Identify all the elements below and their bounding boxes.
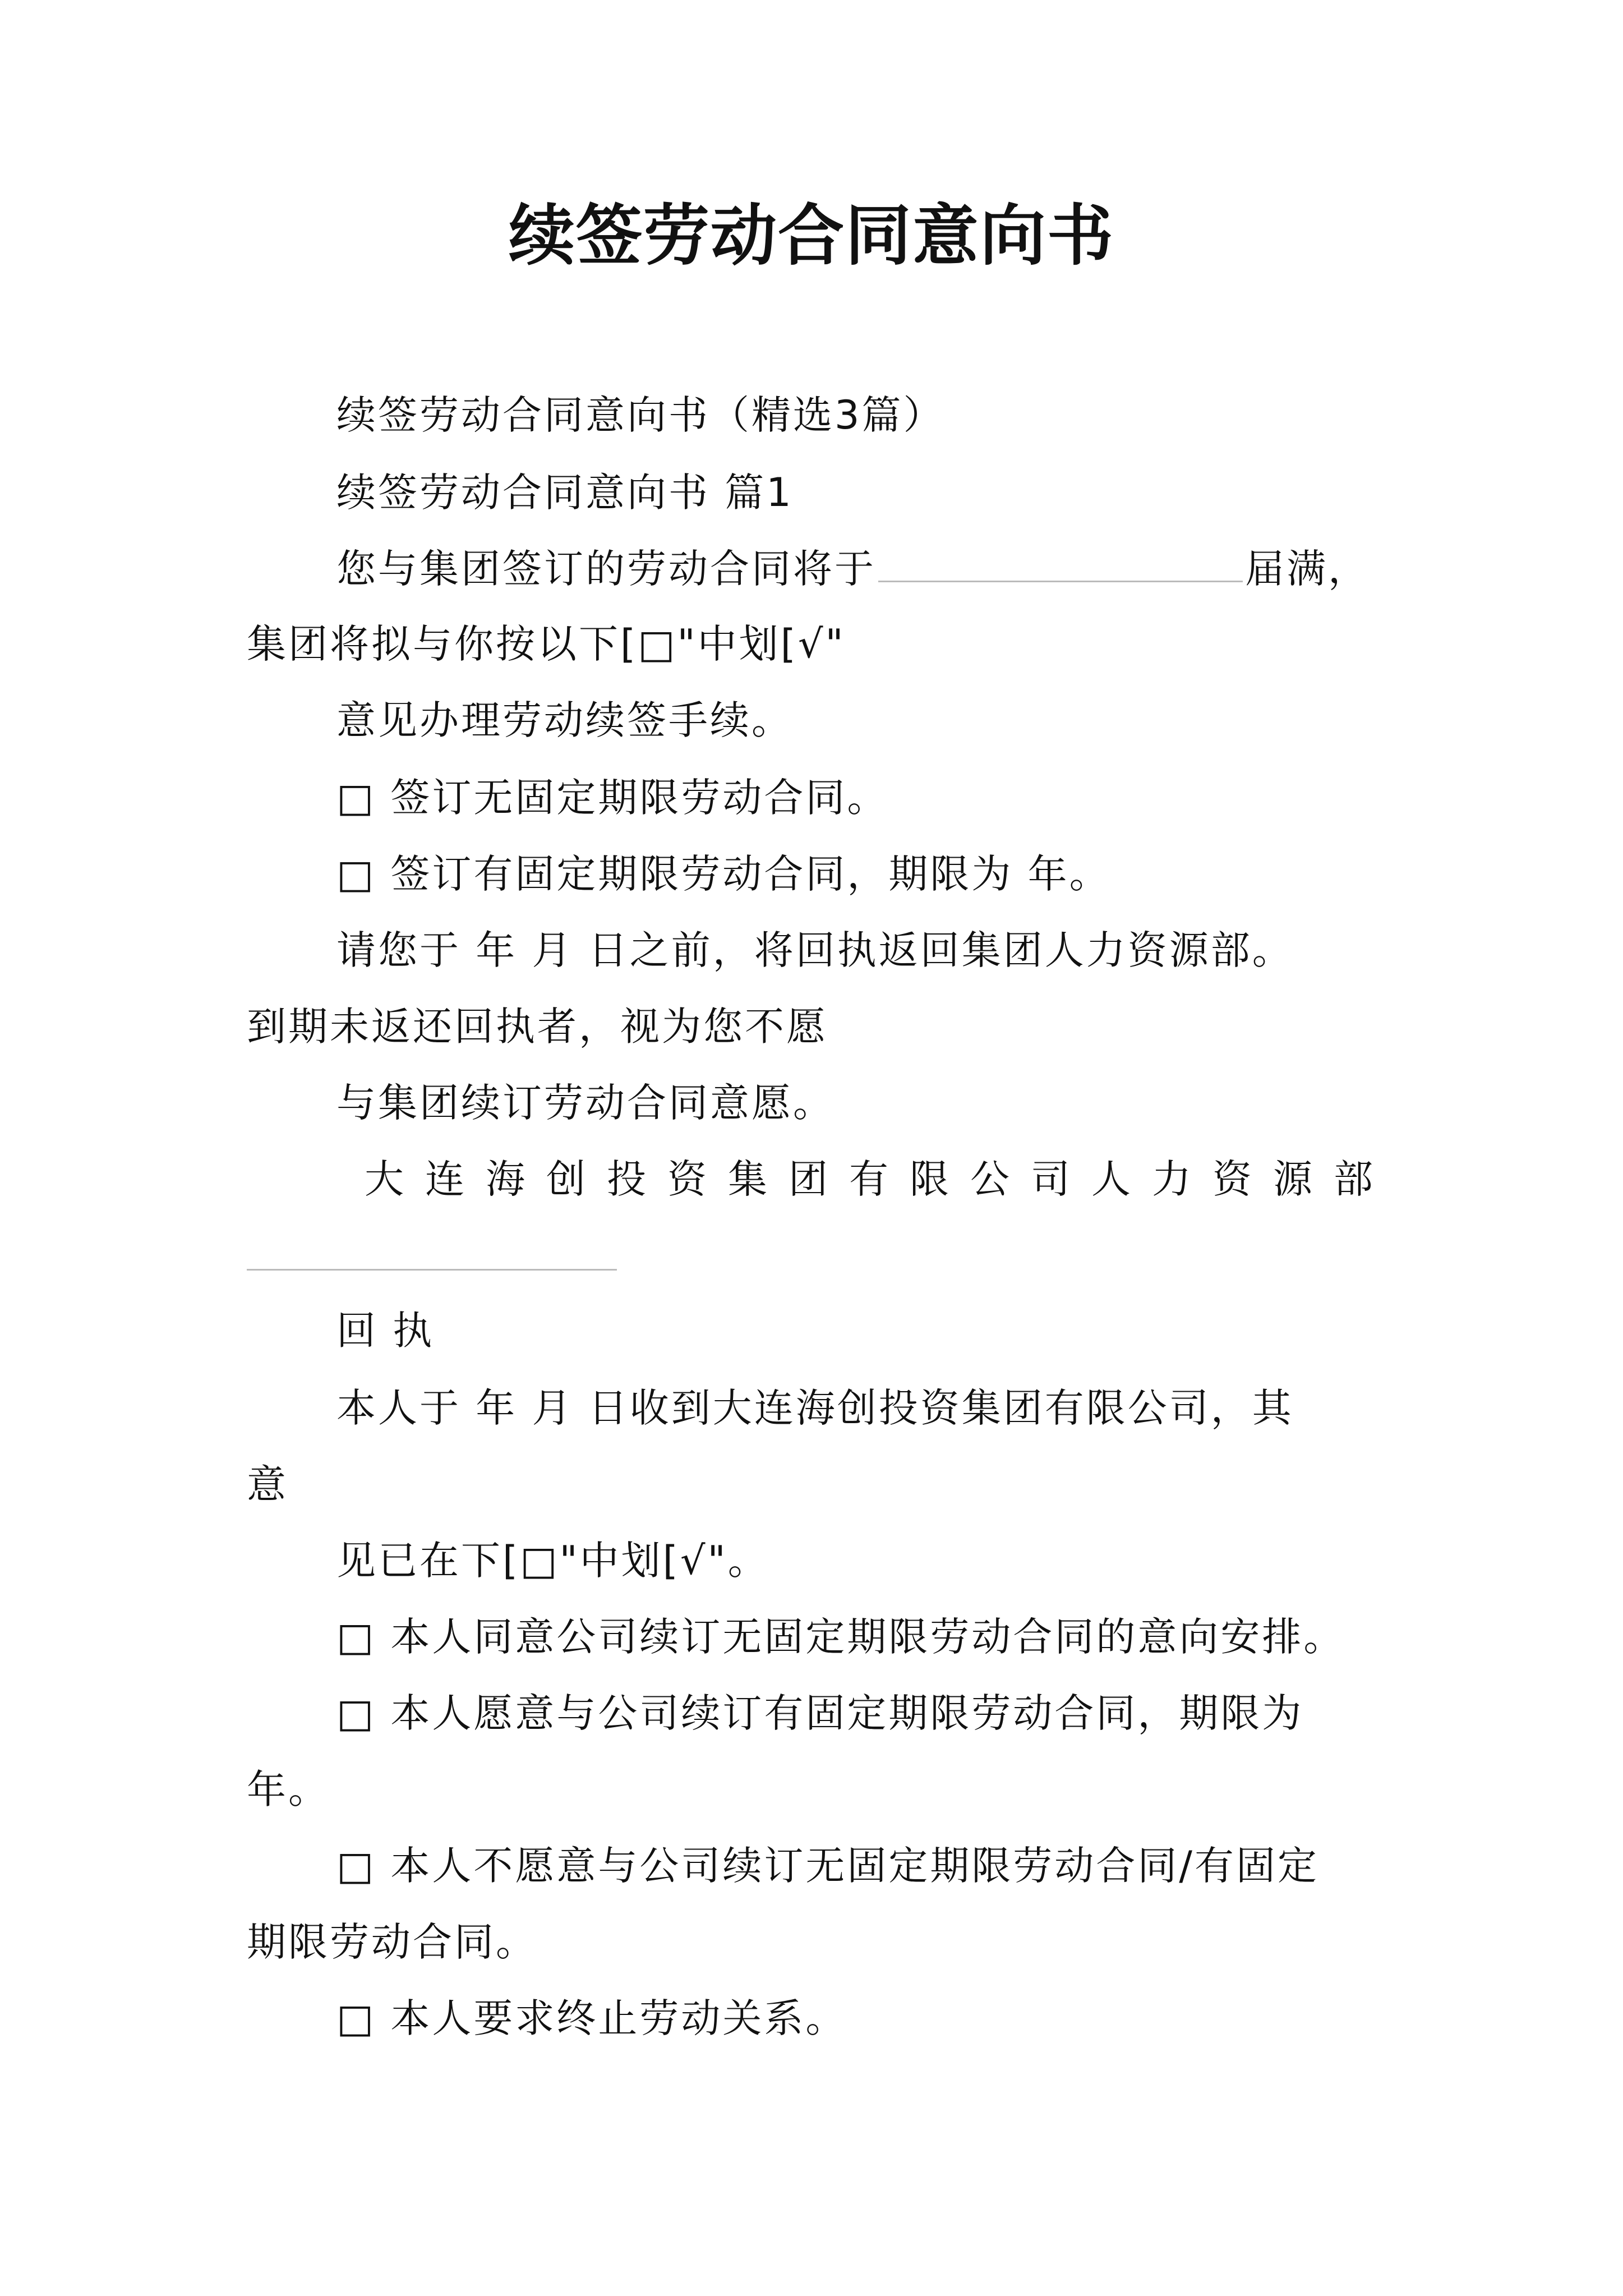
date-blank-field[interactable] bbox=[878, 578, 1243, 582]
checkbox-option[interactable]: □ 本人同意公司续订无固定期限劳动合同的意向安排。 bbox=[336, 1614, 1345, 1660]
paragraph-text: 届满， bbox=[1245, 546, 1370, 592]
receipt-heading: 回 执 bbox=[336, 1308, 435, 1354]
checkbox-option[interactable]: □ 本人不愿意与公司续订无固定期限劳动合同/有固定 bbox=[336, 1843, 1319, 1889]
checkbox-option[interactable]: □ 签订无固定期限劳动合同。 bbox=[336, 775, 889, 821]
paragraph-line: 期限劳动合同。 bbox=[247, 1919, 537, 1965]
paragraph-line: 集团将拟与你按以下[□"中划[√" bbox=[247, 621, 846, 667]
subtitle: 续签劳动合同意向书（精选3篇） bbox=[336, 392, 945, 438]
signature-line: 大连海创投资集团有限公司人力资源部 bbox=[365, 1156, 1394, 1202]
paragraph-line: 请您于 年 月 日之前，将回执返回集团人力资源部。 bbox=[336, 927, 1294, 973]
paragraph-line: 本人于 年 月 日收到大连海创投资集团有限公司，其 bbox=[336, 1385, 1294, 1431]
paragraph-line: 意 bbox=[247, 1461, 288, 1507]
paragraph-line: 见已在下[□"中划[√"。 bbox=[336, 1538, 769, 1584]
paragraph-line bbox=[336, 541, 1370, 597]
section-heading: 续签劳动合同意向书 篇1 bbox=[336, 470, 794, 516]
checkbox-option[interactable]: □ 本人要求终止劳动关系。 bbox=[336, 1995, 847, 2041]
paragraph-text: 您与集团签订的劳动合同将于 bbox=[336, 546, 876, 592]
paragraph-line: 与集团续订劳动合同意愿。 bbox=[336, 1080, 834, 1126]
paragraph-line: 意见办理劳动续签手续。 bbox=[336, 697, 793, 743]
paragraph-line: 年。 bbox=[247, 1766, 330, 1812]
paragraph-line: 到期未返还回执者，视为您不愿 bbox=[247, 1004, 828, 1050]
checkbox-option[interactable]: □ 签订有固定期限劳动合同，期限为 年。 bbox=[336, 851, 1111, 897]
document-title: 续签劳动合同意向书 bbox=[508, 196, 1114, 274]
divider bbox=[247, 1269, 617, 1271]
checkbox-option[interactable]: □ 本人愿意与公司续订有固定期限劳动合同，期限为 bbox=[336, 1690, 1304, 1736]
